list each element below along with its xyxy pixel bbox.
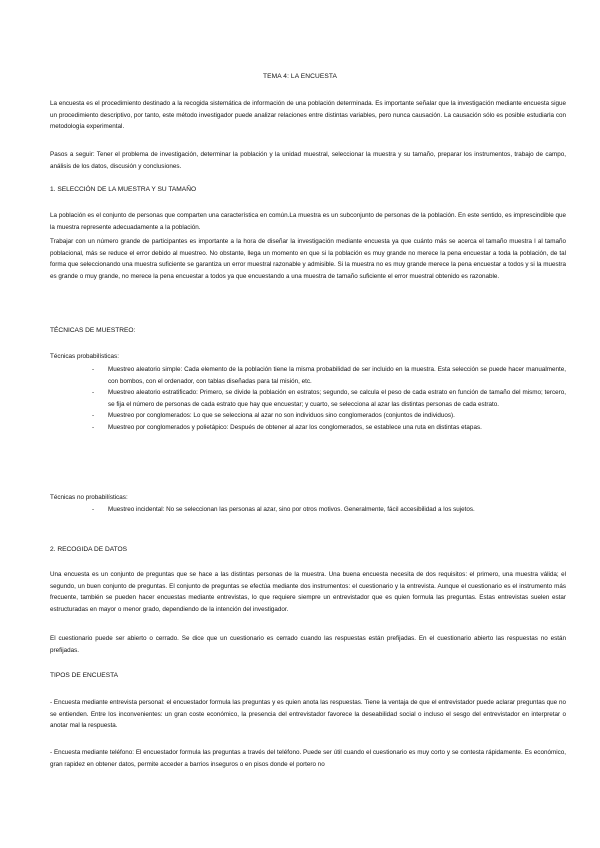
intro-paragraph: La encuesta es el procedimiento destinado a la recogida sistemática de información de una población determinada. Es importante señalar que la investigación mediante encuesta sigue un procedimiento descriptivo, por tanto, este método investigador puede analizar relaciones entre distintas variables, pero nunca causación. La causación sólo es posible estudiarla con metodología experimental. (50, 100, 566, 131)
section1-paragraph-2: Trabajar con un número grande de participantes es importante a la hora de diseñar la investigación mediante encuesta ya que cuánto más se acerca el tamaño muestra l al tamaño poblacional, más se reduce el error debido al muestreo. No obstante, llega un momento en que si la población es muy grande no merece la pena encuestar a toda la población, de tal forma que seleccionando una muestra suficiente se garantiza un error muestral razonable y admisible. Si la muestra no es muy grande merece la pena encuestar a todos y si la muestra es grande o muy grande, no merece la pena encuestar a todos ya que encuestando a una muestra de tamaño suficiente el error muestral obtenido es razonable. (50, 238, 566, 280)
list-item-text: Muestreo por conglomerados: Lo que se selecciona al azar no son individuos sino conglomerados (conjuntos de individuos). (108, 412, 455, 420)
list-item (92, 504, 566, 516)
list-item-text: Muestreo aleatorio estratificado: Primero, se divide la población en estratos; segundo, se calcula el peso de cada estrato en función de tamaño del mismo; tercero, se fija el número de personas de cada estrato que hay que encuestar; y cuarto, se selecciona al azar las distintas personas de cada estrato. (108, 389, 566, 408)
sampling-heading: TÉCNICAS DE MUESTREO: (50, 327, 136, 334)
list-item (92, 410, 566, 422)
list-item-text: Muestreo aleatorio simple: Cada elemento de la población tiene la misma probabilidad de ser incluido en la muestra. Esta selección se puede hacer manualmente, con bombos, con el ordenador, con tablas diseñadas para tal misión, etc. (108, 366, 566, 385)
section1-heading: 1. SELECCIÓN DE LA MUESTRA Y SU TAMAÑO (50, 186, 197, 193)
phone-survey-paragraph: - Encuesta mediante teléfono: El encuestador formula las preguntas a través del teléfono. Puede ser útil cuando el cuestionario es muy corto y se contesta rápidamente. Es económico, gran rapidez en obtener datos, permite acceder a barrios inseguros o en pisos donde el portero no (50, 749, 566, 768)
survey-types-heading: TIPOS DE ENCUESTA (50, 672, 119, 679)
non-probabilistic-list (92, 504, 566, 516)
page-title: TEMA 4: LA ENCUESTA (263, 73, 337, 80)
dash-bullet: - (92, 366, 95, 373)
list-item (92, 422, 566, 434)
section2-paragraph-2: El cuestionario puede ser abierto o cerrado. Se dice que un cuestionario es cerrado cuando las respuestas están prefijadas. En el cuestionario abierto las respuestas no están prefijadas. (50, 635, 566, 654)
probabilistic-list (92, 364, 566, 434)
dash-bullet: - (92, 506, 95, 513)
list-item (92, 387, 566, 410)
section2-heading: 2. RECOGIDA DE DATOS (50, 546, 128, 553)
non-probabilistic-heading: Técnicas no probabilísticas: (50, 494, 128, 501)
dash-bullet: - (92, 423, 95, 431)
section1-paragraph-1: La población es el conjunto de personas que comparten una característica en común.La muestra es un subconjunto de personas de la población. En este sentido, es imprescindible que la muestra represente adecuadamente a la población. (50, 212, 566, 231)
dash-bullet: - (92, 389, 95, 397)
list-item-text: Muestreo incidental: No se seleccionan las personas al azar, sino por otros motivos. Generalmente, fácil accesibilidad a los sujetos. (108, 506, 475, 513)
list-item (92, 364, 566, 387)
list-item-text: Muestreo por conglomerados y polietápico: Después de obtener al azar los conglomerados, se establece una ruta en distintas etapas. (108, 423, 482, 431)
steps-paragraph: Pasos a seguir: Tener el problema de investigación, determinar la población y la unidad muestral, seleccionar la muestra y su tamaño, preparar los instrumentos, trabajo de campo, análisis de los datos, discusión y conclusiones. (50, 151, 566, 170)
probabilistic-heading: Técnicas probabilísticas: (50, 353, 119, 360)
dash-bullet: - (92, 412, 95, 420)
personal-interview-paragraph: - Encuesta mediante entrevista personal: el encuestador formula las preguntas y es quien anota las respuestas. Tiene la ventaja de que el entrevistador puede aclarar preguntas que no se entienden. Entre los inconvenientes: un gran coste económico, la presencia del entrevistador favorece la deseabilidad social o incluso el sesgo del entrevistador en interpretar o anotar mal la respuesta. (50, 699, 566, 730)
section2-paragraph-1: Una encuesta es un conjunto de preguntas que se hace a las distintas personas de la muestra. Una buena encuesta necesita de dos requisitos: el primero, una muestra válida; el segundo, un buen conjunto de preguntas. El conjunto de preguntas se efectúa mediante dos instrumentos: el cuestionario y la entrevista. Aunque el cuestionario es el instrumento más frecuente, también se pueden hacer encuestas mediante entrevistas, lo que requiere siempre un entrevistador que es quien formula las preguntas. Estas entrevistas suelen estar estructuradas en mayor o menor grado, dependiendo de la intención del investigador. (50, 571, 566, 613)
